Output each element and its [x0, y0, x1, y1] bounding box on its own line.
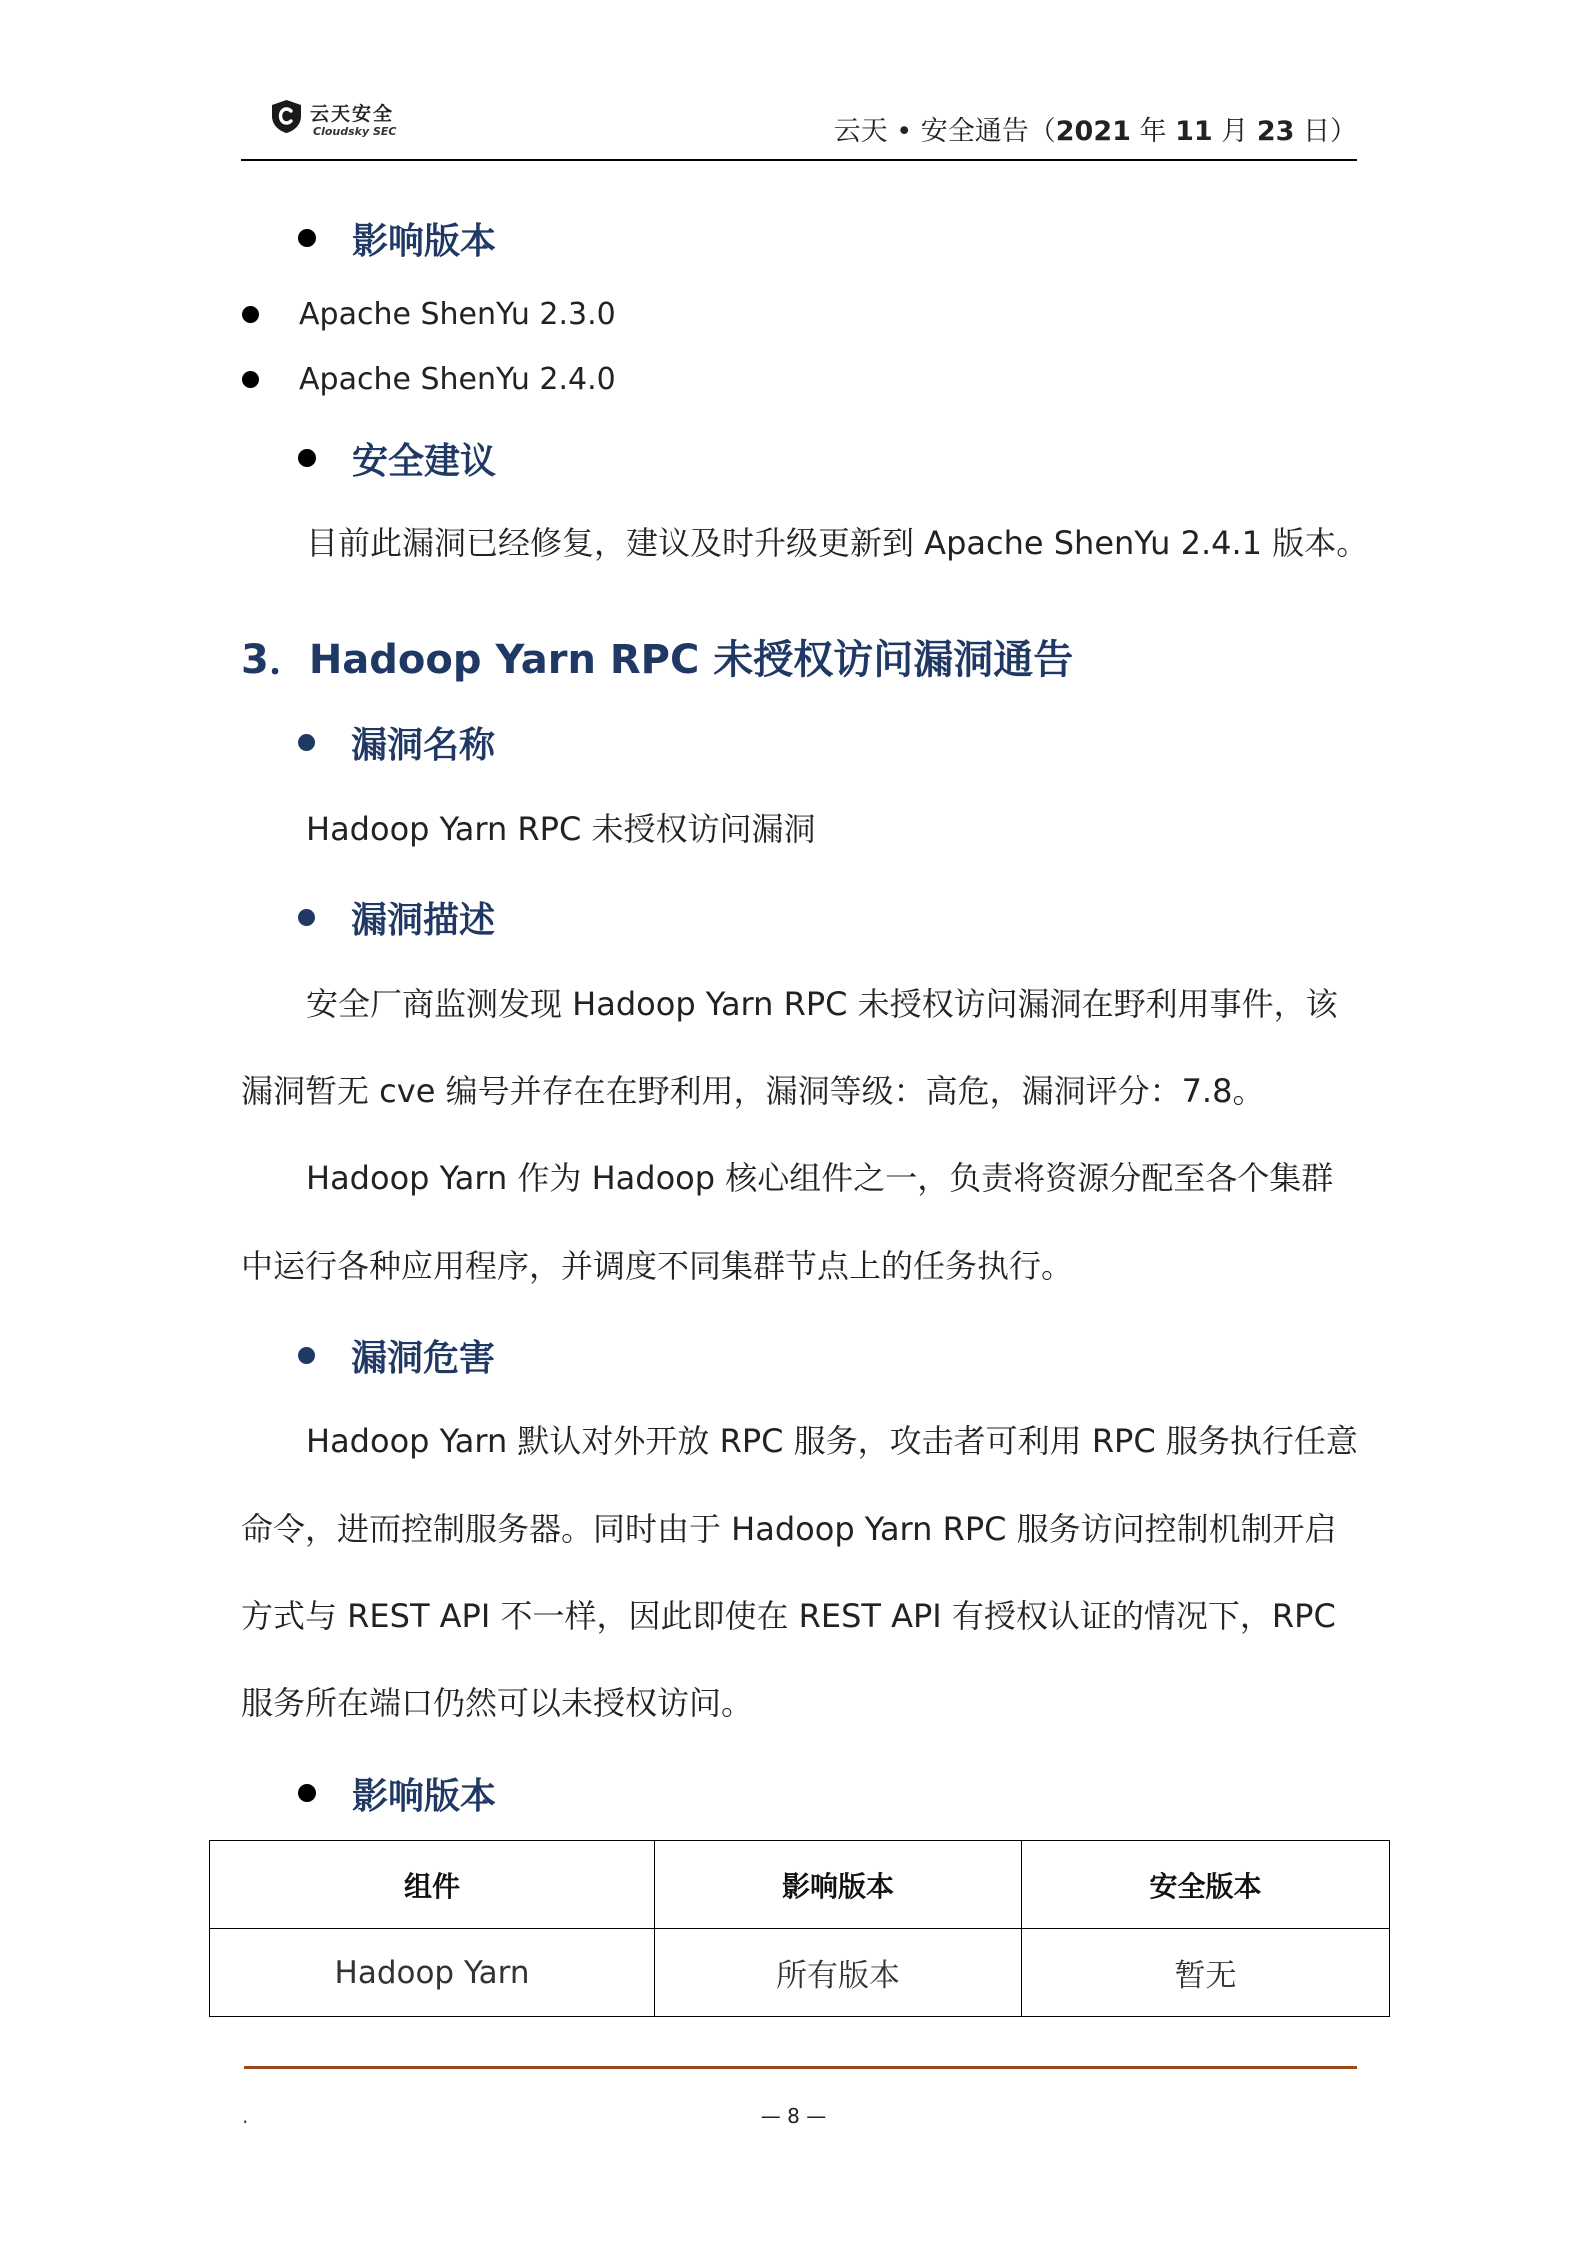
list-item-text: Apache ShenYu 2.3.0: [299, 296, 616, 332]
logo-name-cn: 云天安全: [310, 103, 395, 125]
cloudsky-logo-icon: [270, 99, 303, 134]
bullet-icon: [298, 449, 316, 467]
vuln-harm-line: 方式与 REST API 不一样，因此即使在 REST API 有授权认证的情况下，RPC: [241, 1597, 1336, 1635]
bullet-icon: [298, 1347, 315, 1364]
heading-text: 漏洞描述: [351, 899, 496, 941]
vuln-harm-heading: [298, 1330, 495, 1380]
header-title-prefix: 云天 • 安全通告（: [833, 116, 1056, 147]
vuln-harm-line: Hadoop Yarn 默认对外开放 RPC 服务，攻击者可利用 RPC 服务执行任意: [306, 1422, 1358, 1460]
header-month-unit: 月: [1212, 116, 1257, 147]
heading-text: 影响版本: [352, 1775, 497, 1817]
bullet-icon: [298, 229, 316, 247]
vuln-name-heading: [298, 717, 495, 767]
affected-versions-heading: [298, 1768, 496, 1818]
page-number: — 8 —: [760, 2104, 827, 2128]
footer-dot: .: [242, 2104, 249, 2128]
table-header-cell: 安全版本: [1022, 1841, 1390, 1929]
header-divider: [241, 159, 1357, 161]
vuln-description-line: 中运行各种应用程序，并调度不同集群节点上的任务执行。: [241, 1247, 1074, 1285]
vuln-description-line: Hadoop Yarn 作为 Hadoop 核心组件之一，负责将资源分配至各个集群: [306, 1159, 1334, 1197]
section-3-title: 3．Hadoop Yarn RPC 未授权访问漏洞通告: [241, 637, 1074, 683]
vuln-harm-line: 服务所在端口仍然可以未授权访问。: [241, 1684, 754, 1722]
table-header-cell: 组件: [210, 1841, 655, 1929]
bullet-icon: [242, 371, 259, 388]
header-day-unit: 日）: [1294, 116, 1357, 147]
list-item-text: Apache ShenYu 2.4.0: [299, 361, 616, 397]
heading-text: 漏洞危害: [351, 1337, 496, 1379]
vuln-name-text: Hadoop Yarn RPC 未授权访问漏洞: [306, 810, 816, 848]
list-item: [242, 292, 616, 336]
vuln-description-line: 安全厂商监测发现 Hadoop Yarn RPC 未授权访问漏洞在野利用事件，该: [306, 985, 1338, 1023]
affected-versions-heading: [298, 213, 496, 263]
header-month: 11: [1175, 116, 1213, 147]
table-header-row: [210, 1841, 1390, 1929]
heading-text: 漏洞名称: [351, 724, 496, 766]
heading-text: 影响版本: [352, 220, 497, 262]
header-day: 23: [1256, 116, 1295, 147]
bullet-icon: [242, 306, 259, 323]
table-cell: 所有版本: [655, 1929, 1022, 2017]
table-cell: Hadoop Yarn: [210, 1929, 655, 2017]
security-advice-text: 目前此漏洞已经修复，建议及时升级更新到 Apache ShenYu 2.4.1 版本。: [306, 524, 1369, 562]
bullet-icon: [298, 909, 315, 926]
header-title: [834, 114, 1357, 150]
table-header-cell: 影响版本: [655, 1841, 1022, 1929]
logo-name-en: Cloudsky SEC: [313, 125, 397, 138]
vuln-harm-line: 命令，进而控制服务器。同时由于 Hadoop Yarn RPC 服务访问控制机制开启: [241, 1510, 1337, 1548]
header-year-unit: 年: [1130, 116, 1176, 147]
bullet-icon: [298, 734, 315, 751]
vuln-description-line: 漏洞暂无 cve 编号并存在在野利用，漏洞等级：高危，漏洞评分：7.8。: [241, 1072, 1265, 1110]
security-advice-heading: [298, 433, 496, 483]
header-year: 2021: [1055, 116, 1131, 147]
table-row: [210, 1929, 1390, 2017]
vuln-description-heading: [298, 892, 495, 942]
table-cell: 暂无: [1022, 1929, 1390, 2017]
footer-divider: [244, 2066, 1357, 2069]
bullet-icon: [298, 1784, 316, 1802]
affected-versions-table: [209, 1840, 1390, 2017]
heading-text: 安全建议: [352, 440, 497, 482]
list-item: [242, 357, 616, 401]
